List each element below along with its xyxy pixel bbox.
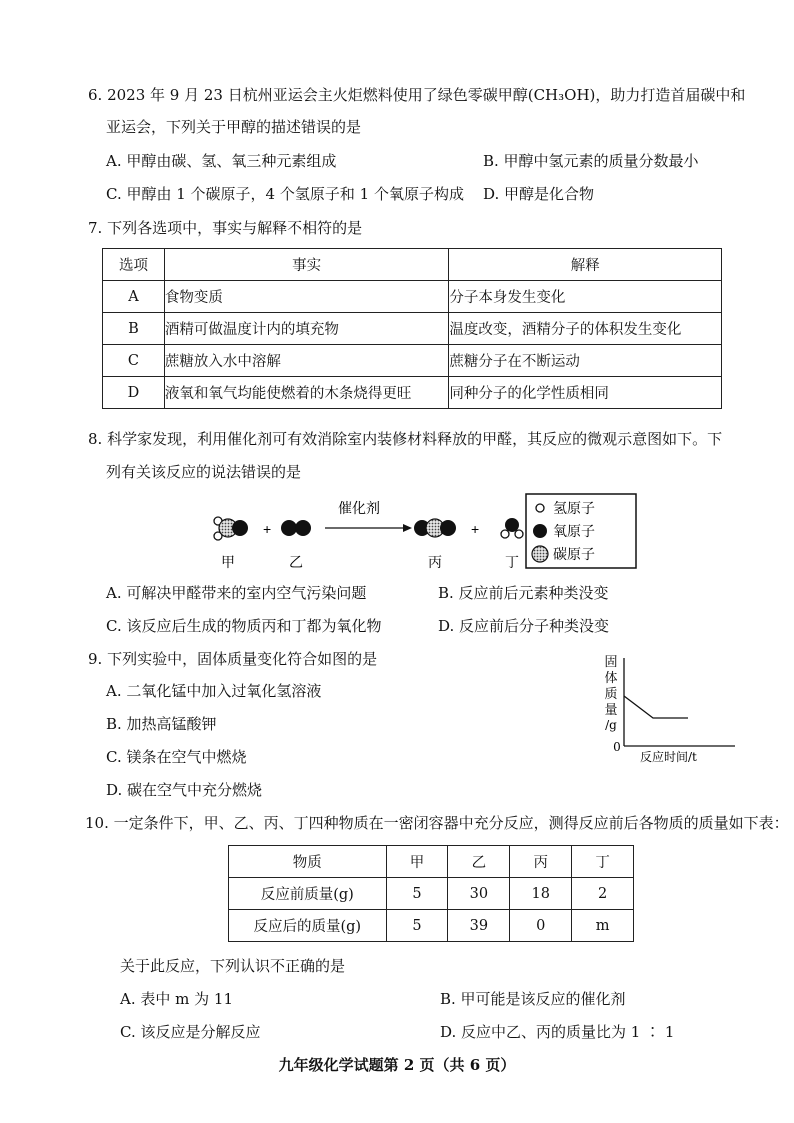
q10-table bbox=[228, 845, 634, 942]
graph-ylabel-char: 固 bbox=[604, 655, 618, 670]
graph-ylabel-char: 体 bbox=[604, 671, 618, 686]
oxygen-molecule bbox=[281, 520, 311, 536]
plus-sign: + bbox=[471, 521, 480, 537]
q7-stem: 7. 下列各选项中，事实与解释不相符的是 bbox=[88, 219, 363, 237]
q8-option-d: D. 反应前后分子种类没变 bbox=[438, 617, 610, 635]
page-footer: 九年级化学试题第 2 页（共 6 页） bbox=[278, 1056, 516, 1074]
catalyst-label: 催化剂 bbox=[338, 501, 380, 517]
reaction-diagram bbox=[200, 492, 730, 572]
table-cell: 5 bbox=[386, 910, 448, 942]
q9-option-b: B. 加热高锰酸钾 bbox=[106, 715, 217, 733]
q10-option-a: A. 表中 m 为 11 bbox=[120, 990, 233, 1008]
table-cell: m bbox=[572, 910, 634, 942]
graph-xlabel: 反应时间/t bbox=[640, 750, 697, 764]
q7-table bbox=[102, 248, 722, 409]
q6-option-b: B. 甲醇中氢元素的质量分数最小 bbox=[483, 152, 699, 170]
table-row bbox=[103, 281, 722, 313]
q6-option-a: A. 甲醇由碳、氢、氧三种元素组成 bbox=[106, 152, 337, 170]
table-cell: D bbox=[103, 377, 165, 409]
table-cell: 同种分子的化学性质相同 bbox=[449, 377, 722, 409]
q9-option-d: D. 碳在空气中充分燃烧 bbox=[106, 781, 263, 799]
table-header-cell: 解释 bbox=[449, 249, 722, 281]
table-row bbox=[229, 878, 634, 910]
label-yi: 乙 bbox=[289, 555, 303, 571]
table-header-row bbox=[229, 846, 634, 878]
table-header-row bbox=[103, 249, 722, 281]
table-header-cell: 丙 bbox=[510, 846, 572, 878]
arrow-head-icon bbox=[403, 524, 412, 532]
q10-prompt: 关于此反应，下列认识不正确的是 bbox=[120, 957, 346, 975]
solid-mass-graph bbox=[595, 650, 745, 765]
carbon-atom-icon bbox=[532, 546, 548, 562]
table-header-cell: 丁 bbox=[572, 846, 634, 878]
water-molecule bbox=[501, 518, 523, 538]
q9-stem: 9. 下列实验中，固体质量变化符合如图的是 bbox=[88, 650, 378, 668]
table-row bbox=[103, 345, 722, 377]
label-bing: 丙 bbox=[428, 555, 442, 571]
table-cell: 反应后的质量(g) bbox=[229, 910, 387, 942]
formaldehyde-molecule bbox=[214, 517, 248, 540]
q8-stem-line1: 8. 科学家发现，利用催化剂可有效消除室内装修材料释放的甲醛，其反应的微观示意图如下。下 bbox=[88, 430, 723, 448]
table-cell: A bbox=[103, 281, 165, 313]
q6-stem-line1: 6. 2023 年 9 月 23 日杭州亚运会主火炬燃料使用了绿色零碳甲醇(CH₃OH)，助力打造首届碳中和 bbox=[88, 86, 746, 104]
table-cell: 分子本身发生变化 bbox=[449, 281, 722, 313]
q9-option-c: C. 镁条在空气中燃烧 bbox=[106, 748, 247, 766]
q10-option-d: D. 反应中乙、丙的质量比为 1 ∶ 1 bbox=[440, 1023, 675, 1041]
table-cell: 2 bbox=[572, 878, 634, 910]
table-cell: 蔗糖分子在不断运动 bbox=[449, 345, 722, 377]
table-cell: 39 bbox=[448, 910, 510, 942]
hydrogen-atom-icon bbox=[536, 504, 544, 512]
plus-sign: + bbox=[263, 521, 272, 537]
table-cell: 温度改变，酒精分子的体积发生变化 bbox=[449, 313, 722, 345]
q8-option-b: B. 反应前后元素种类没变 bbox=[438, 584, 609, 602]
table-row bbox=[103, 377, 722, 409]
table-row bbox=[103, 313, 722, 345]
table-cell: B bbox=[103, 313, 165, 345]
oxygen-atom-icon bbox=[533, 524, 547, 538]
graph-ylabel-unit: /g bbox=[605, 718, 617, 732]
table-header-cell: 甲 bbox=[386, 846, 448, 878]
legend-hydrogen: 氢原子 bbox=[553, 501, 595, 517]
q6-stem-line2: 亚运会，下列关于甲醇的描述错误的是 bbox=[106, 118, 362, 136]
table-header-cell: 物质 bbox=[229, 846, 387, 878]
legend-carbon: 碳原子 bbox=[553, 547, 595, 563]
label-jia: 甲 bbox=[221, 555, 235, 571]
table-cell: 0 bbox=[510, 910, 572, 942]
table-cell: 蔗糖放入水中溶解 bbox=[164, 345, 449, 377]
table-cell: 液氧和氧气均能使燃着的木条烧得更旺 bbox=[164, 377, 449, 409]
q9-option-a: A. 二氧化锰中加入过氧化氢溶液 bbox=[106, 682, 322, 700]
q10-stem: 10. 一定条件下，甲、乙、丙、丁四种物质在一密闭容器中充分反应，测得反应前后各物质的质量如下表： bbox=[85, 814, 789, 832]
graph-curve bbox=[624, 696, 688, 718]
graph-ylabel-char: 量 bbox=[604, 703, 618, 718]
graph-ylabel-char: 质 bbox=[604, 687, 618, 702]
q8-option-a: A. 可解决甲醛带来的室内空气污染问题 bbox=[106, 584, 367, 602]
carbon-dioxide-molecule bbox=[414, 519, 456, 537]
legend-oxygen: 氧原子 bbox=[553, 524, 595, 540]
q8-stem-line2: 列有关该反应的说法错误的是 bbox=[106, 463, 302, 481]
table-cell: C bbox=[103, 345, 165, 377]
table-header-cell: 事实 bbox=[164, 249, 449, 281]
table-cell: 食物变质 bbox=[164, 281, 449, 313]
q6-option-c: C. 甲醇由 1 个碳原子，4 个氢原子和 1 个氧原子构成 bbox=[106, 185, 464, 203]
table-cell: 反应前质量(g) bbox=[229, 878, 387, 910]
q10-option-b: B. 甲可能是该反应的催化剂 bbox=[440, 990, 626, 1008]
table-cell: 18 bbox=[510, 878, 572, 910]
label-ding: 丁 bbox=[505, 555, 519, 571]
table-cell: 30 bbox=[448, 878, 510, 910]
table-header-cell: 乙 bbox=[448, 846, 510, 878]
graph-origin: 0 bbox=[613, 740, 621, 754]
table-cell: 酒精可做温度计内的填充物 bbox=[164, 313, 449, 345]
table-cell: 5 bbox=[386, 878, 448, 910]
table-header-cell: 选项 bbox=[103, 249, 165, 281]
table-row bbox=[229, 910, 634, 942]
q10-option-c: C. 该反应是分解反应 bbox=[120, 1023, 261, 1041]
q8-option-c: C. 该反应后生成的物质丙和丁都为氧化物 bbox=[106, 617, 382, 635]
q6-option-d: D. 甲醇是化合物 bbox=[483, 185, 595, 203]
